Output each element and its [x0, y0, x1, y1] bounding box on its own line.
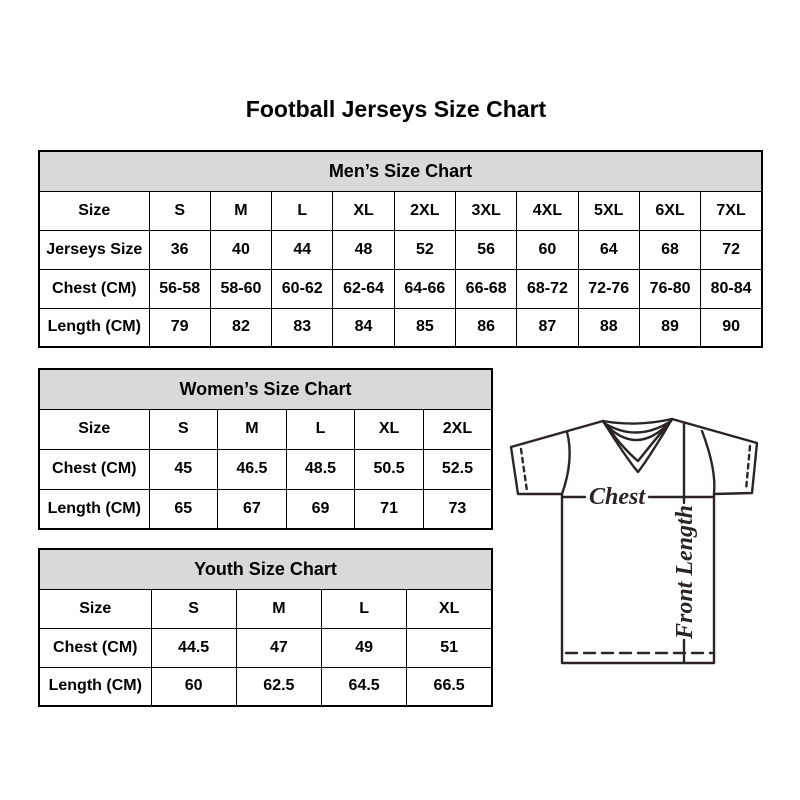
- table-cell: XL: [407, 589, 492, 628]
- table-cell: 2XL: [394, 191, 455, 230]
- table-cell: 58-60: [210, 269, 271, 308]
- youth-size-chart-table: [38, 548, 493, 707]
- row-label: Chest (CM): [39, 449, 149, 489]
- row-label: Size: [39, 589, 151, 628]
- table-row: [39, 269, 762, 308]
- jersey-diagram: [495, 400, 795, 680]
- table-cell: 48.5: [286, 449, 355, 489]
- table-cell: 52: [394, 230, 455, 269]
- row-label: Length (CM): [39, 489, 149, 529]
- row-label: Size: [39, 191, 149, 230]
- mens-chart-title: Men’s Size Chart: [39, 151, 762, 191]
- womens-chart-title: Women’s Size Chart: [39, 369, 492, 409]
- table-cell: XL: [355, 409, 424, 449]
- womens-table-body: [39, 409, 492, 529]
- table-cell: M: [218, 409, 287, 449]
- table-cell: 72-76: [578, 269, 639, 308]
- table-row: [39, 191, 762, 230]
- table-cell: 64: [578, 230, 639, 269]
- table-cell: 83: [272, 308, 333, 347]
- table-cell: 40: [210, 230, 271, 269]
- page-title: Football Jerseys Size Chart: [245, 96, 547, 122]
- table-row: [39, 628, 492, 667]
- table-cell: S: [149, 409, 218, 449]
- table-row: [39, 667, 492, 706]
- table-cell: 85: [394, 308, 455, 347]
- cuff-stitch-right: [746, 446, 750, 490]
- table-cell: 52.5: [423, 449, 492, 489]
- table-cell: 3XL: [455, 191, 516, 230]
- table-cell: 49: [322, 628, 407, 667]
- youth-chart-header-row: [39, 549, 492, 589]
- row-label: Chest (CM): [39, 269, 149, 308]
- table-cell: 62.5: [236, 667, 321, 706]
- jersey-outline: [511, 419, 757, 663]
- table-cell: 90: [701, 308, 762, 347]
- table-cell: 67: [218, 489, 287, 529]
- front-length-label: Front Length: [672, 504, 698, 640]
- table-cell: 80-84: [701, 269, 762, 308]
- table-cell: 68: [639, 230, 700, 269]
- table-cell: 62-64: [333, 269, 394, 308]
- table-row: [39, 409, 492, 449]
- table-cell: 79: [149, 308, 210, 347]
- table-cell: 64.5: [322, 667, 407, 706]
- table-cell: 44: [272, 230, 333, 269]
- table-cell: 46.5: [218, 449, 287, 489]
- row-label: Jerseys Size: [39, 230, 149, 269]
- table-cell: L: [272, 191, 333, 230]
- table-row: [39, 230, 762, 269]
- table-cell: S: [151, 589, 236, 628]
- table-cell: 45: [149, 449, 218, 489]
- table-cell: 4XL: [517, 191, 578, 230]
- table-cell: 36: [149, 230, 210, 269]
- row-label: Size: [39, 409, 149, 449]
- chest-label: Chest: [588, 484, 646, 510]
- table-cell: 86: [455, 308, 516, 347]
- jersey-armhole-left-seam: [562, 432, 570, 494]
- table-cell: 6XL: [639, 191, 700, 230]
- table-cell: 66.5: [407, 667, 492, 706]
- table-cell: L: [286, 409, 355, 449]
- womens-size-chart-table: [38, 368, 493, 530]
- table-cell: 60: [517, 230, 578, 269]
- table-cell: 60-62: [272, 269, 333, 308]
- table-cell: 68-72: [517, 269, 578, 308]
- table-cell: 60: [151, 667, 236, 706]
- table-cell: 87: [517, 308, 578, 347]
- row-label: Length (CM): [39, 308, 149, 347]
- table-cell: 44.5: [151, 628, 236, 667]
- table-cell: 48: [333, 230, 394, 269]
- table-cell: XL: [333, 191, 394, 230]
- table-cell: 88: [578, 308, 639, 347]
- table-row: [39, 489, 492, 529]
- mens-table-body: [39, 191, 762, 347]
- table-cell: 2XL: [423, 409, 492, 449]
- jersey-armhole-right-seam: [702, 431, 714, 494]
- table-cell: 82: [210, 308, 271, 347]
- table-cell: 50.5: [355, 449, 424, 489]
- table-cell: 56: [455, 230, 516, 269]
- table-cell: 7XL: [701, 191, 762, 230]
- table-cell: 65: [149, 489, 218, 529]
- row-label: Length (CM): [39, 667, 151, 706]
- cuff-stitch-left: [521, 449, 527, 491]
- table-cell: 64-66: [394, 269, 455, 308]
- table-cell: 5XL: [578, 191, 639, 230]
- womens-chart-header-row: [39, 369, 492, 409]
- table-cell: 47: [236, 628, 321, 667]
- youth-table-body: [39, 589, 492, 706]
- row-label: Chest (CM): [39, 628, 151, 667]
- table-row: [39, 308, 762, 347]
- mens-size-chart-table: [38, 150, 763, 348]
- table-cell: 71: [355, 489, 424, 529]
- table-row: [39, 449, 492, 489]
- table-cell: 73: [423, 489, 492, 529]
- table-cell: L: [322, 589, 407, 628]
- table-cell: 69: [286, 489, 355, 529]
- table-cell: 72: [701, 230, 762, 269]
- youth-chart-title: Youth Size Chart: [39, 549, 492, 589]
- table-cell: M: [236, 589, 321, 628]
- mens-chart-header-row: [39, 151, 762, 191]
- table-cell: 51: [407, 628, 492, 667]
- table-cell: 66-68: [455, 269, 516, 308]
- table-cell: 76-80: [639, 269, 700, 308]
- table-cell: 84: [333, 308, 394, 347]
- table-cell: M: [210, 191, 271, 230]
- table-cell: S: [149, 191, 210, 230]
- table-cell: 89: [639, 308, 700, 347]
- table-row: [39, 589, 492, 628]
- table-cell: 56-58: [149, 269, 210, 308]
